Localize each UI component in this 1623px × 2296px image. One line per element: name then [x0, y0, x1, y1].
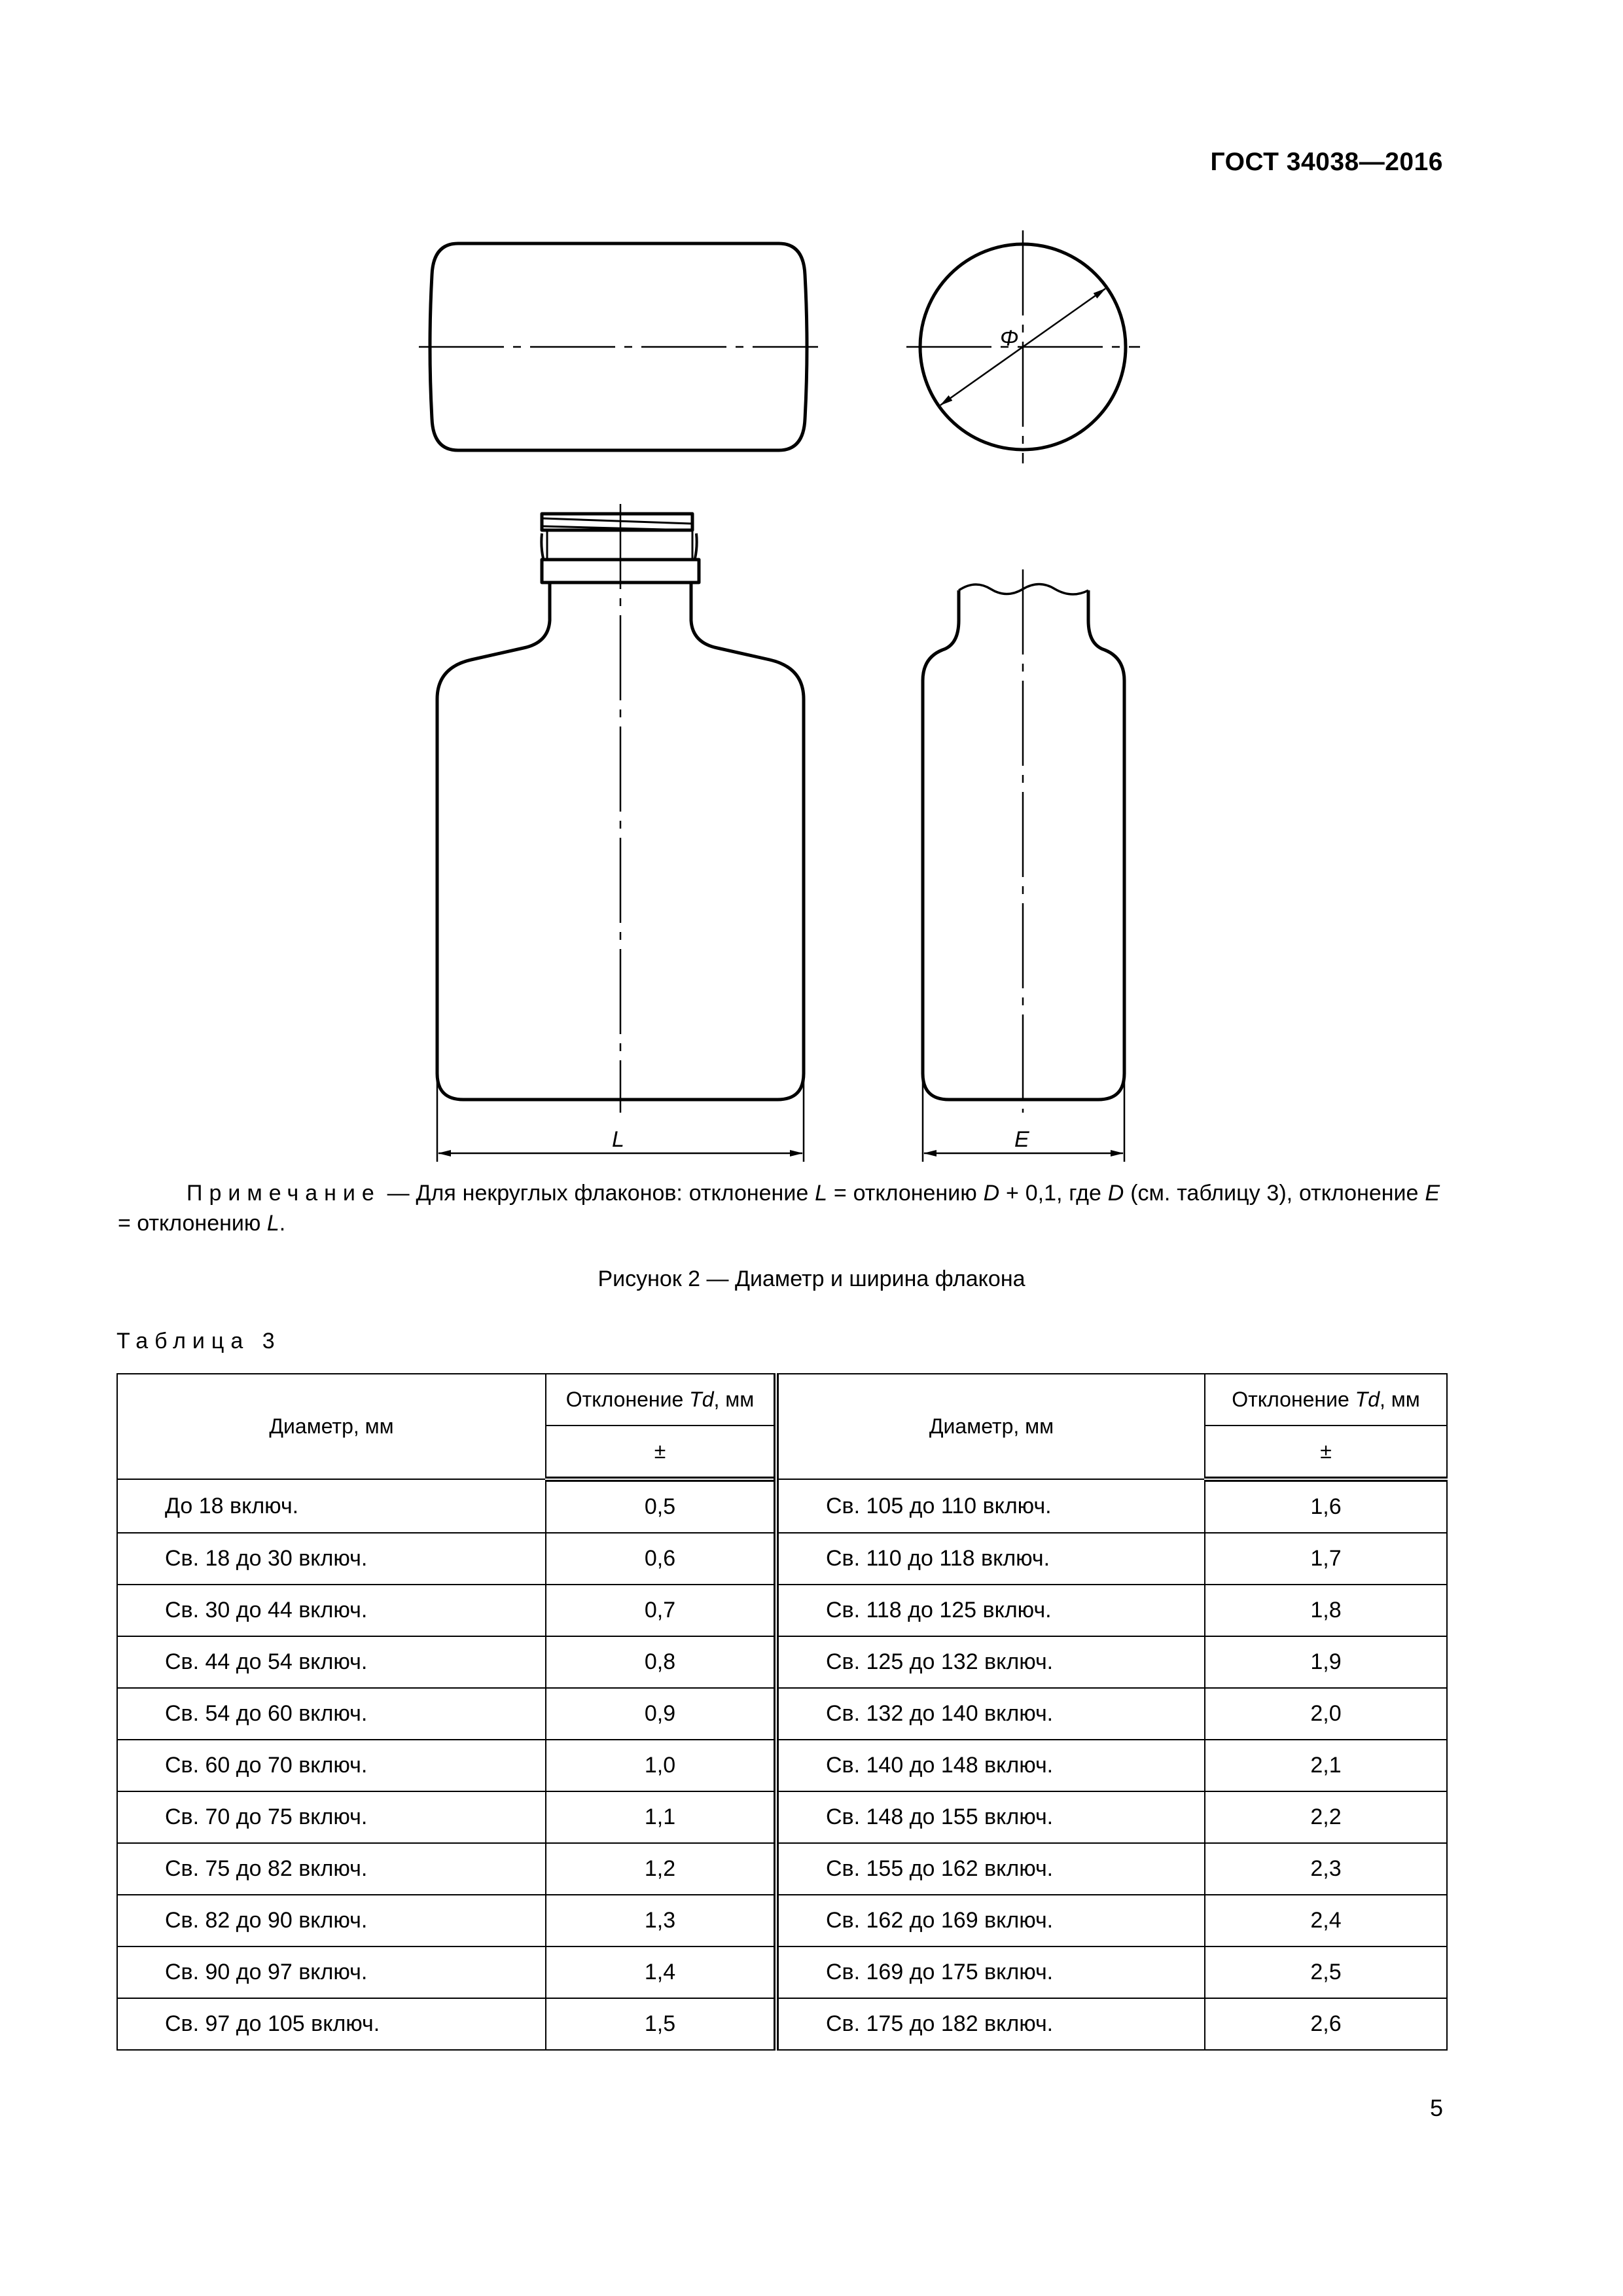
- length-label: L: [612, 1127, 624, 1152]
- diameter-cell: Св. 30 до 44 включ.: [117, 1585, 546, 1636]
- table-row: [117, 1585, 1447, 1636]
- note-text-1: — Для некруглых флаконов: отклонение: [380, 1181, 815, 1206]
- deviation-cell: 0,7: [546, 1585, 776, 1636]
- note-text-5: = отклонению: [118, 1211, 267, 1236]
- page-number: 5: [1429, 2094, 1443, 2121]
- table-row: [117, 1895, 1447, 1946]
- diameter-cell: Св. 90 до 97 включ.: [117, 1946, 546, 1998]
- note-var-d2: D: [1107, 1181, 1124, 1206]
- deviation-cell: 2,1: [1205, 1740, 1447, 1791]
- diameter-cell: Св. 162 до 169 включ.: [776, 1895, 1205, 1946]
- figure-caption: Рисунок 2 — Диаметр и ширина флакона: [597, 1266, 1026, 1291]
- deviation-cell: 1,0: [546, 1740, 776, 1791]
- diameter-cell: Св. 155 до 162 включ.: [776, 1843, 1205, 1895]
- table-label: Таблица 3: [116, 1329, 281, 1354]
- diameter-cell: Св. 148 до 155 включ.: [776, 1791, 1205, 1843]
- width-label: E: [1014, 1127, 1029, 1152]
- deviation-cell: 2,2: [1205, 1791, 1447, 1843]
- diameter-cell: Св. 18 до 30 включ.: [117, 1533, 546, 1585]
- table-row: [117, 1740, 1447, 1791]
- diameter-cell: Св. 54 до 60 включ.: [117, 1688, 546, 1740]
- diameter-cell: Св. 70 до 75 включ.: [117, 1791, 546, 1843]
- diameter-cell: Св. 60 до 70 включ.: [117, 1740, 546, 1791]
- diameter-cell: Св. 175 до 182 включ.: [776, 1998, 1205, 2050]
- diameter-cell: Св. 140 до 148 включ.: [776, 1740, 1205, 1791]
- note-label: Примечание: [187, 1181, 381, 1206]
- deviation-cell: 2,0: [1205, 1688, 1447, 1740]
- deviation-cell: 1,7: [1205, 1533, 1447, 1585]
- table-row: [117, 1843, 1447, 1895]
- table-row: [117, 1946, 1447, 1998]
- header-sign-left: ±: [546, 1426, 776, 1479]
- figure-note: [118, 1178, 1440, 1238]
- deviation-cell: 2,3: [1205, 1843, 1447, 1895]
- diameter-cell: Св. 110 до 118 включ.: [776, 1533, 1205, 1585]
- deviation-cell: 1,1: [546, 1791, 776, 1843]
- header-diameter-right: Диаметр, мм: [776, 1374, 1205, 1479]
- table-row: [117, 1791, 1447, 1843]
- diameter-cell: Св. 105 до 110 включ.: [776, 1479, 1205, 1533]
- note-text-2: = отклонению: [827, 1181, 984, 1206]
- note-var-l2: L: [266, 1211, 279, 1236]
- table-row: [117, 1636, 1447, 1688]
- table-row: [117, 1533, 1447, 1585]
- deviation-cell: 1,5: [546, 1998, 776, 2050]
- note-var-d: D: [983, 1181, 1000, 1206]
- diameter-cell: Св. 169 до 175 включ.: [776, 1946, 1205, 1998]
- deviation-cell: 1,3: [546, 1895, 776, 1946]
- diameter-cell: Св. 97 до 105 включ.: [117, 1998, 546, 2050]
- deviation-cell: 1,9: [1205, 1636, 1447, 1688]
- note-var-e: E: [1425, 1181, 1440, 1206]
- diameter-cell: Св. 44 до 54 включ.: [117, 1636, 546, 1688]
- diameter-cell: До 18 включ.: [117, 1479, 546, 1533]
- note-var-l: L: [815, 1181, 828, 1206]
- tolerance-table: [116, 1373, 1448, 2051]
- header-sign-right: ±: [1205, 1426, 1447, 1479]
- deviation-cell: 2,4: [1205, 1895, 1447, 1946]
- diameter-cell: Св. 82 до 90 включ.: [117, 1895, 546, 1946]
- deviation-cell: 0,5: [546, 1479, 776, 1533]
- standard-code: ГОСТ 34038—2016: [1210, 148, 1443, 176]
- table-row: [117, 1998, 1447, 2050]
- diameter-cell: Св. 132 до 140 включ.: [776, 1688, 1205, 1740]
- note-text-4: (см. таблицу 3), отклонение: [1124, 1181, 1425, 1206]
- deviation-cell: 1,6: [1205, 1479, 1447, 1533]
- deviation-cell: 2,6: [1205, 1998, 1447, 2050]
- diameter-cell: Св. 118 до 125 включ.: [776, 1585, 1205, 1636]
- note-text-6: .: [279, 1211, 286, 1236]
- table-row: [117, 1479, 1447, 1533]
- diameter-label: Φ: [1000, 326, 1019, 351]
- table-row: [117, 1688, 1447, 1740]
- deviation-cell: 0,9: [546, 1688, 776, 1740]
- tolerance-table-body: [117, 1479, 1447, 2050]
- deviation-cell: 0,8: [546, 1636, 776, 1688]
- deviation-cell: 1,4: [546, 1946, 776, 1998]
- deviation-cell: 0,6: [546, 1533, 776, 1585]
- note-text-3: + 0,1, где: [999, 1181, 1108, 1206]
- deviation-cell: 2,5: [1205, 1946, 1447, 1998]
- header-diameter-left: Диаметр, мм: [117, 1374, 546, 1479]
- header-deviation-left: Отклонение Td, мм: [546, 1374, 776, 1426]
- deviation-cell: 1,8: [1205, 1585, 1447, 1636]
- diameter-cell: Св. 125 до 132 включ.: [776, 1636, 1205, 1688]
- diameter-cell: Св. 75 до 82 включ.: [117, 1843, 546, 1895]
- header-deviation-right: Отклонение Td, мм: [1205, 1374, 1447, 1426]
- deviation-cell: 1,2: [546, 1843, 776, 1895]
